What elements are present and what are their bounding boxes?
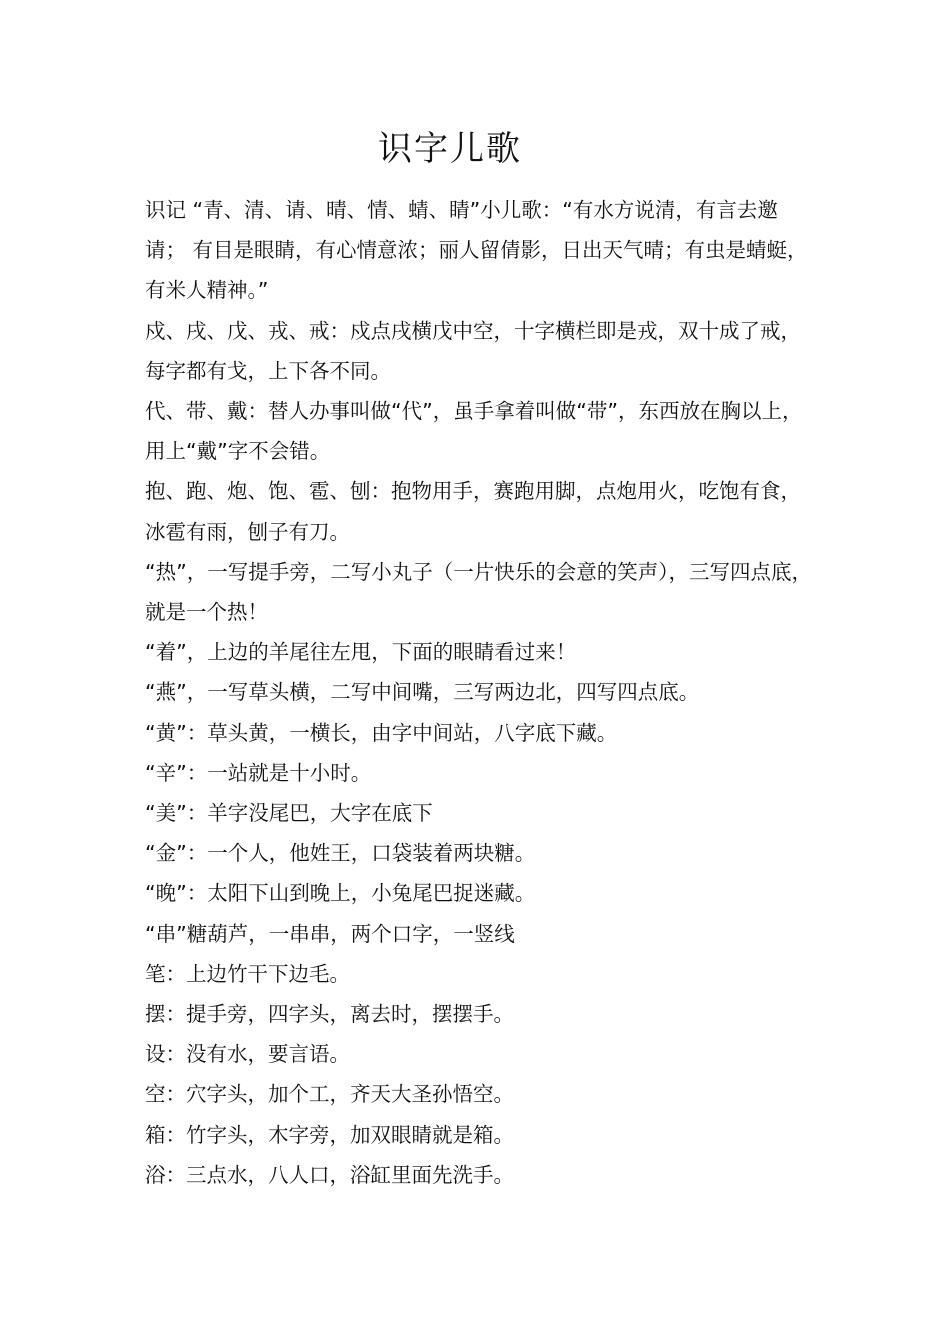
paragraph: 笔：上边竹干下边毛。 — [145, 961, 350, 986]
paragraph: “黄”：草头黄，一横长，由字中间站，八字底下藏。 — [145, 720, 618, 745]
paragraph: 抱、跑、炮、饱、雹、刨：抱物用手，赛跑用脚，点炮用火，吃饱有食，冰雹有雨，刨子有刀。 — [145, 479, 801, 544]
paragraph: “着”，上边的羊尾往左甩，下面的眼睛看过来！ — [145, 640, 577, 665]
paragraph: 识记 “青、清、请、晴、情、蜻、睛”小儿歌：“有水方说清，有言去邀请； 有目是眼睛，有心情意浓；丽人留倩影，日出天气晴；有虫是蜻蜓，有米人精神。” — [145, 198, 808, 303]
paragraph: 代、带、戴：替人办事叫做“代”，虽手拿着叫做“带”，东西放在胸以上，用上“戴”字不会错。 — [145, 399, 803, 464]
document-title: 识字儿歌 — [378, 129, 522, 169]
paragraph: “辛”：一站就是十小时。 — [145, 760, 372, 785]
document-body — [145, 190, 813, 1195]
paragraph: “热”，一写提手旁，二写小丸子（一片快乐的会意的笑声），三写四点底，就是一个热！ — [145, 559, 812, 625]
paragraph: “金”：一个人，他姓王，口袋装着两块糖。 — [145, 841, 536, 866]
paragraph: 空：穴字头，加个工，齐天大圣孙悟空。 — [145, 1082, 514, 1107]
paragraph: 设：没有水，要言语。 — [145, 1042, 350, 1067]
paragraph: 戍、戌、戊、戎、戒：戍点戌横戊中空，十字横栏即是戎，双十成了戒，每字都有戈，上下各不同。 — [145, 318, 801, 383]
paragraph: “串”糖葫芦，一串串，两个口字，一竖线 — [145, 921, 515, 946]
paragraph: “燕”，一写草头横，二写中间嘴，三写两边北，四写四点底。 — [145, 680, 700, 705]
paragraph: “晚”：太阳下山到晚上，小兔尾巴捉迷藏。 — [145, 881, 536, 906]
paragraph: 箱：竹字头，木字旁，加双眼睛就是箱。 — [145, 1122, 514, 1147]
paragraph: “美”：羊字没尾巴，大字在底下 — [145, 801, 433, 826]
paragraph: 摆：提手旁，四字头，离去时，摆摆手。 — [145, 1002, 514, 1027]
paragraph: 浴：三点水，八人口，浴缸里面先洗手。 — [145, 1162, 514, 1187]
